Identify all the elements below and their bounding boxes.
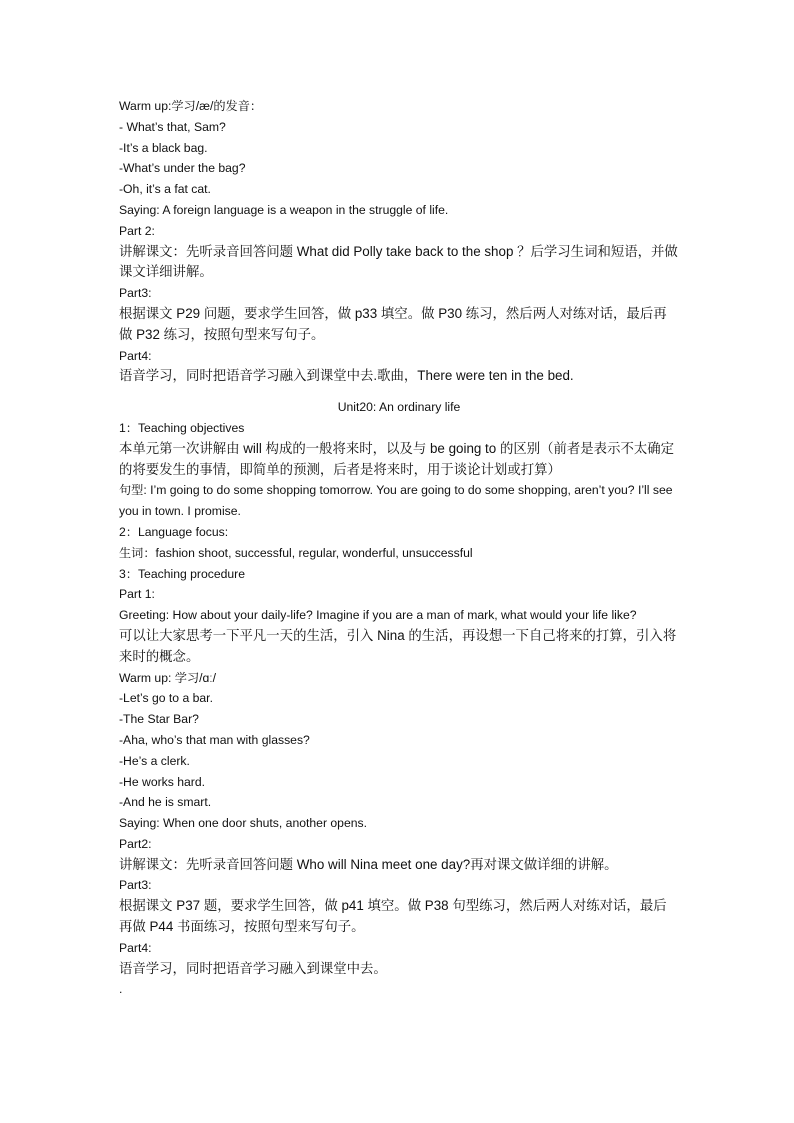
saying-line: Saying: A foreign language is a weapon in the struggle of life.	[119, 202, 449, 217]
dialog-line: -He works hard.	[119, 774, 206, 789]
dialog-line: -It’s a black bag.	[119, 140, 208, 155]
section-gap	[119, 387, 679, 397]
part3-text: 根据课文 P29 问题，要求学生回答，做 p33 填空。做 P30 练习，然后两人对练对话，最后再做 P32 练习，按照句型来写句子。	[119, 305, 667, 342]
part4-text: 语音学习，同时把语音学习融入到课堂中去.歌曲，There were ten in the bed.	[119, 368, 574, 384]
greeting-line: Greeting: How about your daily-life? Imagine if you are a man of mark, what would your life like?	[119, 608, 637, 623]
part4-label: Part4:	[119, 348, 152, 363]
part3-label: Part3:	[119, 878, 152, 893]
greeting-cn: 可以让大家思考一下平凡一天的生活，引入 Nina 的生活，再设想一下自己将来的打算，引入将来时的概念。	[119, 627, 677, 664]
procedure-heading: 3：Teaching procedure	[119, 566, 246, 581]
dialog-line: -He’s a clerk.	[119, 753, 190, 768]
vocab-line: 生词：fashion shoot, successful, regular, wonderful, unsuccessful	[119, 545, 473, 560]
warmup-heading: Warm up:学习/æ/的发音：	[119, 99, 263, 113]
part1-label: Part 1:	[119, 587, 155, 602]
dialog-line: - What’s that, Sam?	[119, 119, 226, 134]
saying-line: Saying: When one door shuts, another opens.	[119, 816, 367, 831]
part4-label: Part4:	[119, 940, 152, 955]
part2-text: 讲解课文：先听录音回答问题 What did Polly take back to the shop ？后学习生词和短语，并做课文详细讲解。	[119, 243, 678, 280]
focus-heading: 2：Language focus:	[119, 524, 229, 539]
dialog-line: -The Star Bar?	[119, 712, 199, 727]
part2-text: 讲解课文：先听录音回答问题 Who will Nina meet one day?再对课文做详细的讲解。	[119, 856, 618, 872]
end-mark: .	[119, 982, 123, 997]
dialog-line: -What’s under the bag?	[119, 161, 246, 176]
objectives-text: 本单元第一次讲解由 will 构成的一般将来时，以及与 be going to 的区别（前者是表示不太确定的将要发生的事情，即简单的预测，后者是将来时，用于谈论计划或打算）	[119, 440, 675, 477]
part3-label: Part3:	[119, 286, 152, 301]
part2-label: Part 2:	[119, 223, 155, 238]
dialog-line: -Let’s go to a bar.	[119, 691, 213, 706]
dialog-line: -Aha, who’s that man with glasses?	[119, 732, 310, 747]
document-body	[119, 96, 679, 1000]
objectives-heading: 1：Teaching objectives	[119, 420, 245, 435]
warmup-heading: Warm up: 学习/ɑː/	[119, 670, 217, 685]
dialog-line: -And he is smart.	[119, 795, 212, 810]
part4-text: 语音学习，同时把语音学习融入到课堂中去。	[119, 960, 387, 976]
pattern-text: 句型: I’m going to do some shopping tomorrow. You are going to do some shopping, aren’t you? I’ll see you in town. I promise.	[119, 483, 673, 519]
part2-label: Part2:	[119, 836, 152, 851]
part3-text: 根据课文 P37 题，要求学生回答，做 p41 填空。做 P38 句型练习，然后两人对练对话，最后再做 P44 书面练习，按照句型来写句子。	[119, 898, 667, 935]
dialog-line: -Oh, it’s a fat cat.	[119, 182, 211, 197]
unit-title: Unit20: An ordinary life	[337, 400, 461, 415]
